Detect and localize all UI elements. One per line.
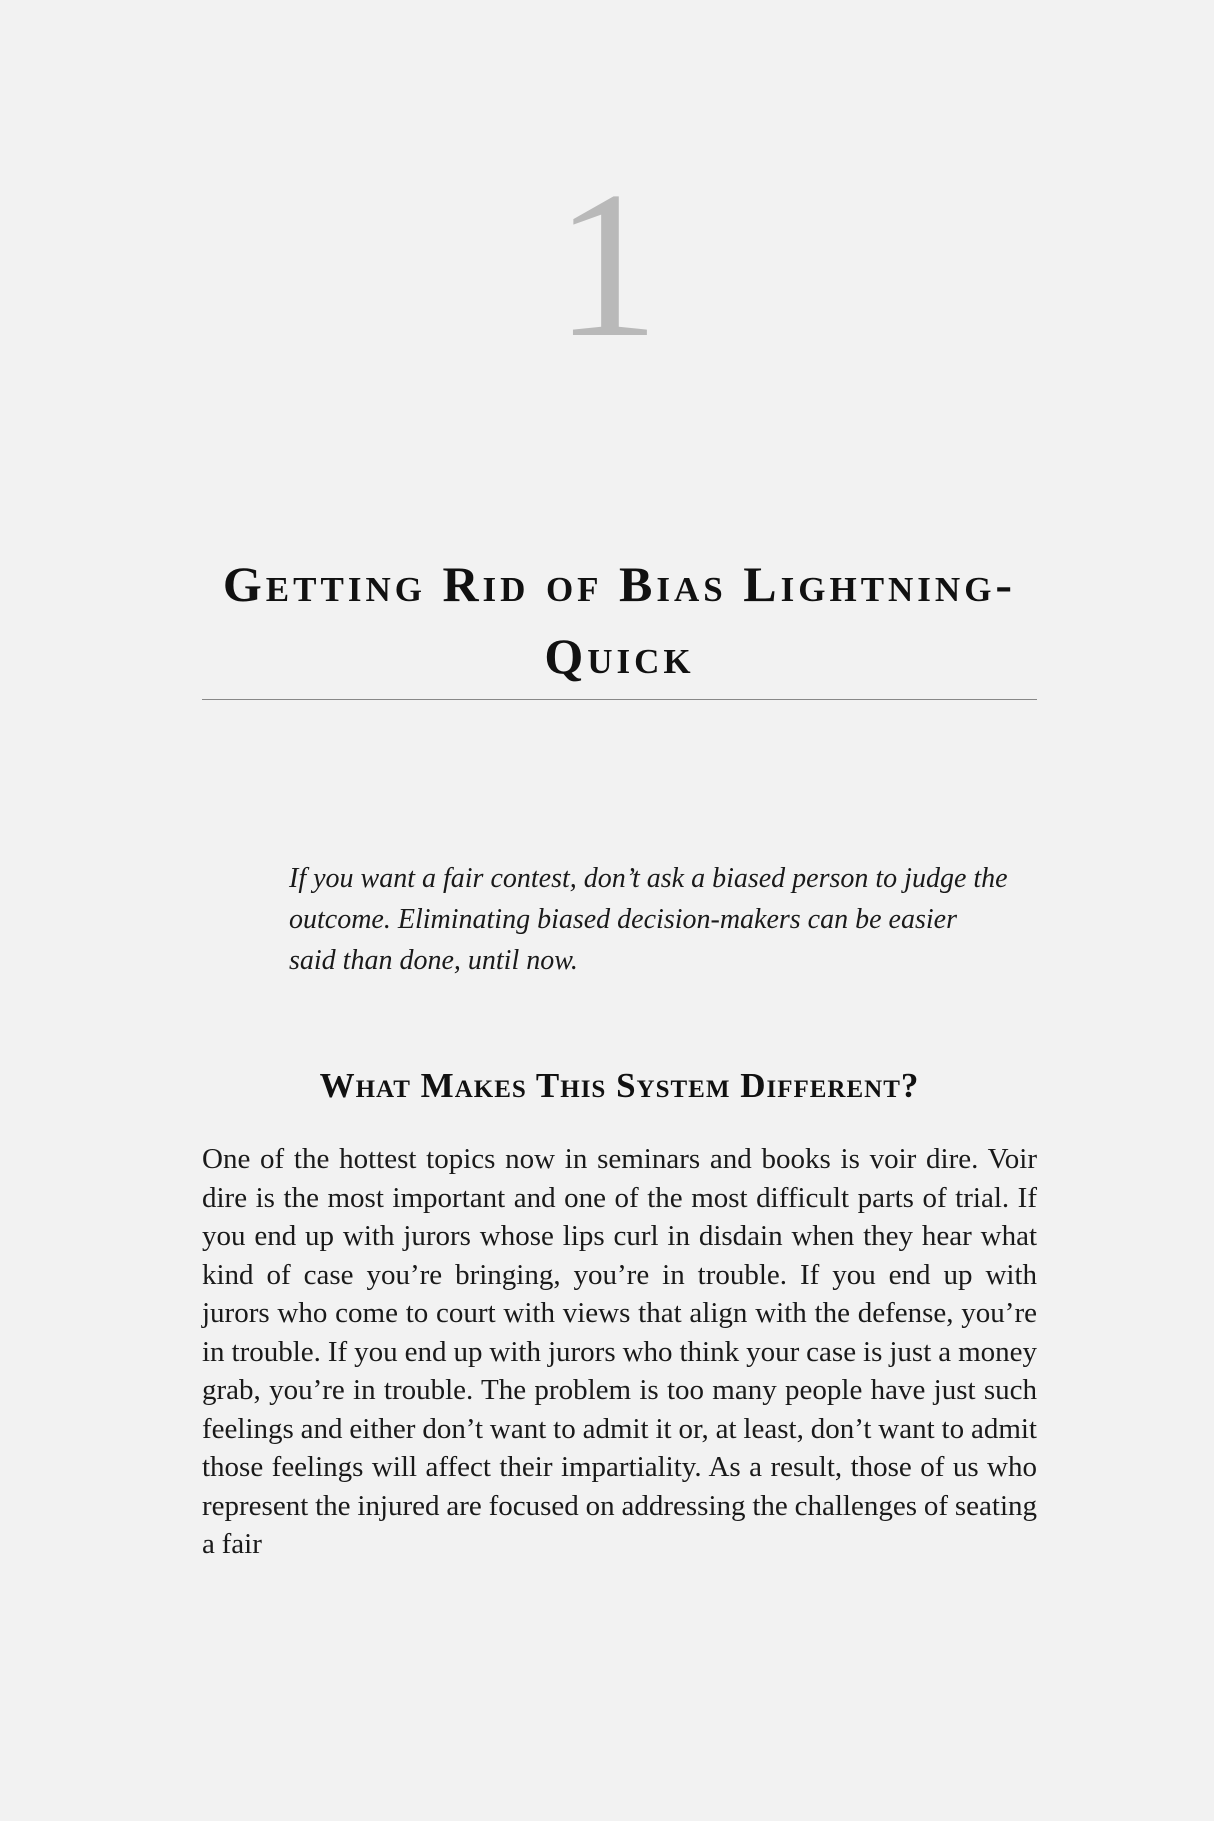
section-heading: What Makes This System Different? xyxy=(319,1066,920,1105)
title-divider xyxy=(202,699,1037,700)
chapter-epigraph: If you want a fair contest, don’t ask a biased person to judge the outcome. Eliminating biased decision-makers can be easier said than done, until now. xyxy=(289,863,1008,976)
chapter-number: 1 xyxy=(554,149,660,381)
chapter-title: Getting Rid of Bias Lightning-Quick xyxy=(222,556,1017,684)
body-paragraph: One of the hottest topics now in seminars and books is voir dire. Voir dire is the most important and one of the most difficult parts of trial. If you end up with jurors whose lips curl in disdain when they hear what kind of case you’re bringing, you’re in trouble. If you end up with jurors who come to court with views that align with the defense, you’re in trouble. If you end up with jurors who think your case is just a money grab, you’re in trouble. The problem is too many people have just such feelings and either don’t want to admit it or, at least, don’t want to admit those feelings will affect their impartiality. As a result, those of us who represent the injured are focused on addressing the challenges of seating a fair xyxy=(202,1143,1037,1560)
